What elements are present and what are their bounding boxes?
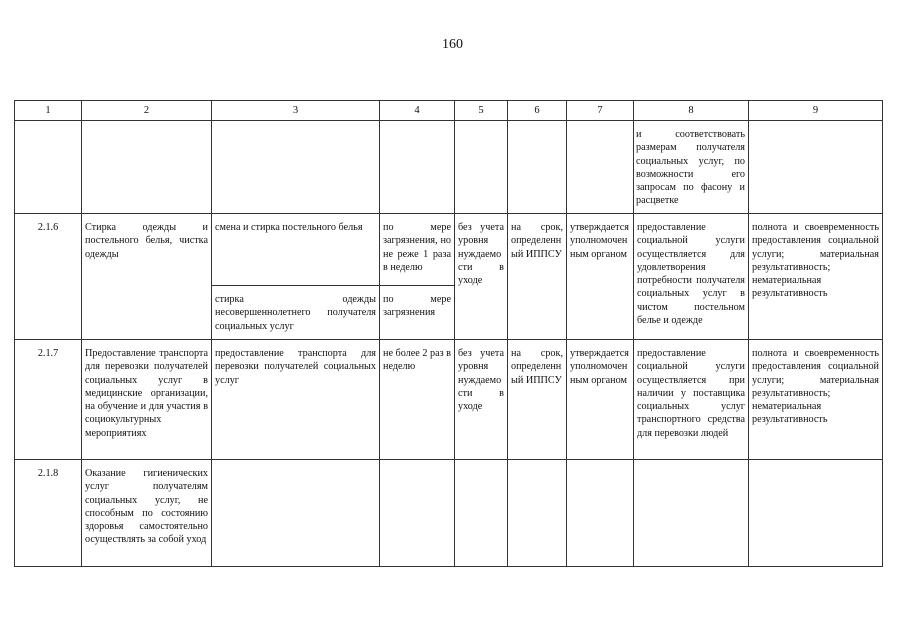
row-number: 2.1.7 bbox=[15, 340, 82, 460]
tariff: утверждается уполномоченным органом bbox=[567, 340, 634, 460]
cell-conditions: предоставление социальной услуги осуществляется для удовлетворения потребности получателя социальных услуг в чистом постельном белье и одежде bbox=[634, 214, 749, 340]
service-period: по мере загрязнения, но не реже 1 раза в неделю bbox=[380, 214, 455, 286]
cell-empty bbox=[212, 121, 380, 214]
service-content: смена и стирка постельного белья bbox=[212, 214, 380, 286]
cell-conditions: и соответствовать размерам получателя социальных услуг, по возможности его запросам по фасону и расцветке bbox=[634, 121, 749, 214]
cell-empty bbox=[15, 121, 82, 214]
tariff: утверждается уполномоченным органом bbox=[567, 214, 634, 340]
provision-term: на срок, определенный ИППСУ bbox=[508, 340, 567, 460]
cell-empty bbox=[749, 460, 883, 567]
quality-indicators: полнота и своевременность предоставления социальной услуги; материальная результативность; нематериальная результативность bbox=[749, 214, 883, 340]
unit-of-service: без учета уровня нуждаемости в уходе bbox=[455, 340, 508, 460]
provision-term: на срок, определенный ИППСУ bbox=[508, 214, 567, 340]
unit-of-service: без учета уровня нуждаемости в уходе bbox=[455, 214, 508, 340]
header-row bbox=[15, 101, 883, 121]
cell-empty bbox=[634, 460, 749, 567]
cell-empty bbox=[455, 121, 508, 214]
header-cell: 2 bbox=[82, 101, 212, 121]
service-content: предоставление транспорта для перевозки получателей социальных услуг bbox=[212, 340, 380, 460]
table-row bbox=[15, 340, 883, 460]
quality-indicators: полнота и своевременность предоставления социальной услуги; материальная результативность; нематериальная результативность bbox=[749, 340, 883, 460]
header-cell: 6 bbox=[508, 101, 567, 121]
cell-empty bbox=[455, 460, 508, 567]
header-cell: 5 bbox=[455, 101, 508, 121]
table-row bbox=[15, 121, 883, 214]
services-table bbox=[14, 100, 883, 567]
header-cell: 1 bbox=[15, 101, 82, 121]
cell-empty bbox=[82, 121, 212, 214]
row-number: 2.1.8 bbox=[15, 460, 82, 567]
header-cell: 7 bbox=[567, 101, 634, 121]
cell-empty bbox=[508, 460, 567, 567]
cell-empty bbox=[380, 121, 455, 214]
cell-empty bbox=[212, 460, 380, 567]
cell-empty bbox=[508, 121, 567, 214]
service-name: Оказание гигиенических услуг получателям социальных услуг, не способным по состоянию здоровья самостоятельно осуществлять за собой уход bbox=[82, 460, 212, 567]
service-period: не более 2 раз в неделю bbox=[380, 340, 455, 460]
table-row bbox=[15, 460, 883, 567]
cell-empty bbox=[749, 121, 883, 214]
cell-conditions: предоставление социальной услуги осуществляется при наличии у поставщика социальных услуг транспортного средства для перевозки людей bbox=[634, 340, 749, 460]
header-cell: 9 bbox=[749, 101, 883, 121]
header-cell: 4 bbox=[380, 101, 455, 121]
header-cell: 3 bbox=[212, 101, 380, 121]
service-name: Стирка одежды и постельного белья, чистка одежды bbox=[82, 214, 212, 340]
service-content: стирка одежды несовершеннолетнего получателя социальных услуг bbox=[212, 286, 380, 340]
table-row bbox=[15, 214, 883, 286]
header-cell: 8 bbox=[634, 101, 749, 121]
row-number: 2.1.6 bbox=[15, 214, 82, 340]
cell-empty bbox=[380, 460, 455, 567]
cell-empty bbox=[567, 460, 634, 567]
cell-empty bbox=[567, 121, 634, 214]
service-period: по мере загрязнения bbox=[380, 286, 455, 340]
service-name: Предоставление транспорта для перевозки получателей социальных услуг в медицинские организации, на обучение и для участия в социокультурных мероприятиях bbox=[82, 340, 212, 460]
page-number: 160 bbox=[442, 37, 463, 52]
